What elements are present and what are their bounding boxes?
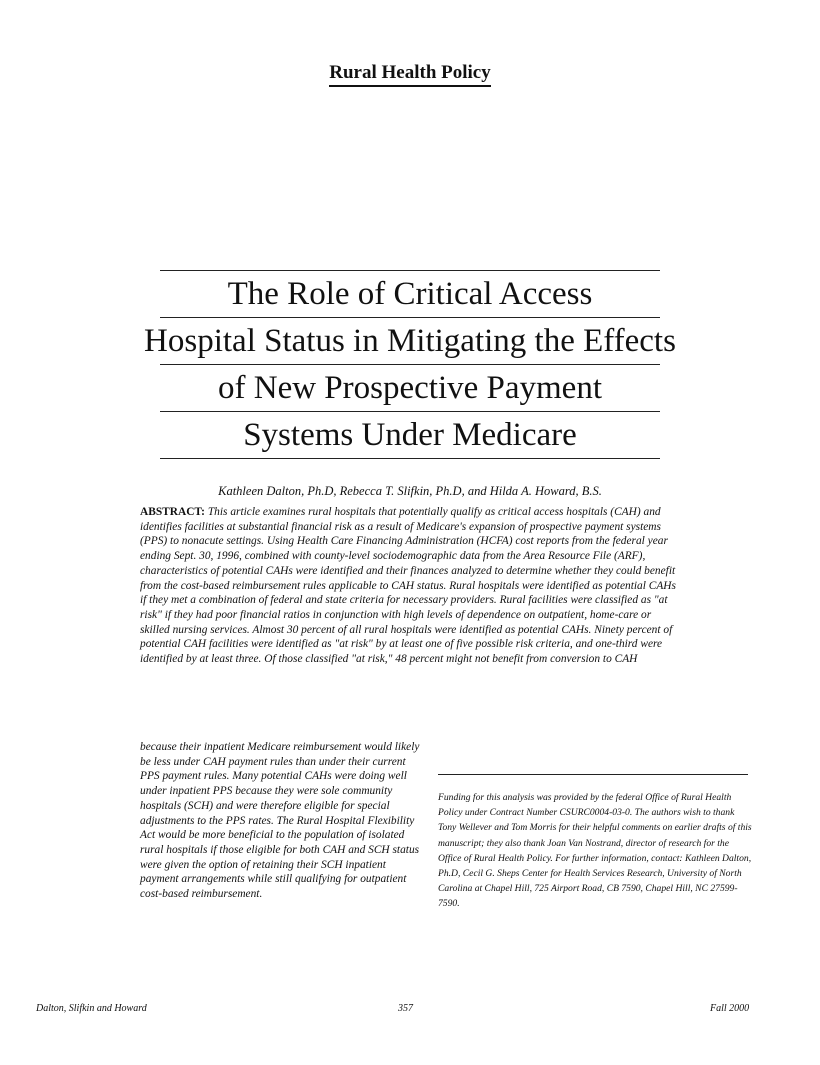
title-line-2: Hospital Status in Mitigating the Effects — [144, 323, 676, 359]
footnote-divider — [438, 774, 748, 775]
footer-issue: Fall 2000 — [710, 1003, 750, 1014]
footer-page-number: 357 — [398, 1003, 413, 1014]
abstract-wide — [140, 505, 680, 667]
abstract-text-wide: This article examines rural hospitals that potentially qualify as critical access hospitals (CAH) and identifies facilities at substantial financial risk as a result of Medicare's expansion of prospective payment systems (PPS) to nonacute settings. Using Health Care Financing Administration (HCFA) cost reports from the federal year ending Sept. 30, 1996, combined with county-level sociodemographic data from the Area Resource File (ARF), characteristics of potential CAHs were identified and their finances analyzed to determine whether they could benefit from the cost-based reimbursement rules applicable to CAH status. Rural hospitals were identified as potential CAHs if they met a combination of federal and state criteria for necessary providers. Rural facilities were classified as "at risk" if they had poor financial ratios in conjunction with high levels of dependence on outpatient, home-care or skilled nursing services. Almost 30 percent of all rural hospitals were identified as potential CAHs. Ninety percent of potential CAH facilities were identified as "at risk" by at least one of five possible risk criteria, and one-third were identified by at least three. Of those classified "at risk," 48 percent might not benefit from conversion to CAH — [140, 506, 676, 666]
author-list: Kathleen Dalton, Ph.D, Rebecca T. Slifkin, Ph.D, and Hilda A. Howard, B.S. — [218, 484, 602, 498]
article-title — [100, 270, 720, 459]
footnote: Funding for this analysis was provided by the federal Office of Rural Health Policy under Contract Number CSURC0004-03-0. The authors wish to thank Tony Wellever and Tom Morris for their helpful comments on earlier drafts of this manuscript; they also thank Joan Van Nostrand, director of research for the Office of Rural Health Policy. For further information, contact: Kathleen Dalton, Ph.D, Cecil G. Sheps Center for Health Services Research, University of North Carolina at Chapel Hill, 725 Airport Road, CB 7590, Chapel Hill, NC 27599-7590. — [438, 792, 752, 910]
abstract-label: ABSTRACT: — [140, 506, 205, 518]
section-header — [0, 62, 820, 84]
title-line-1: The Role of Critical Access — [227, 276, 593, 312]
title-line-3: of New Prospective Payment — [218, 370, 602, 406]
abstract-text-narrow: because their inpatient Medicare reimbursement would likely be less under CAH payment rules than under their current PPS payment rules. Many potential CAHs were doing well under inpatient PPS because they were sole community hospitals (SCH) and were therefore eligible for special adjustments to the PPS rates. The Rural Hospital Flexibility Act would be more beneficial to the population of isolated rural hospitals if those eligible for both CAH and SCH status were given the option of retaining their SCH inpatient payment arrangements while still qualifying for outpatient cost-based reimbursement. — [140, 741, 420, 901]
title-rule — [160, 458, 660, 459]
section-title: Rural Health Policy — [329, 62, 490, 87]
footer-authors: Dalton, Slifkin and Howard — [36, 1003, 147, 1014]
title-line-4: Systems Under Medicare — [243, 417, 577, 453]
